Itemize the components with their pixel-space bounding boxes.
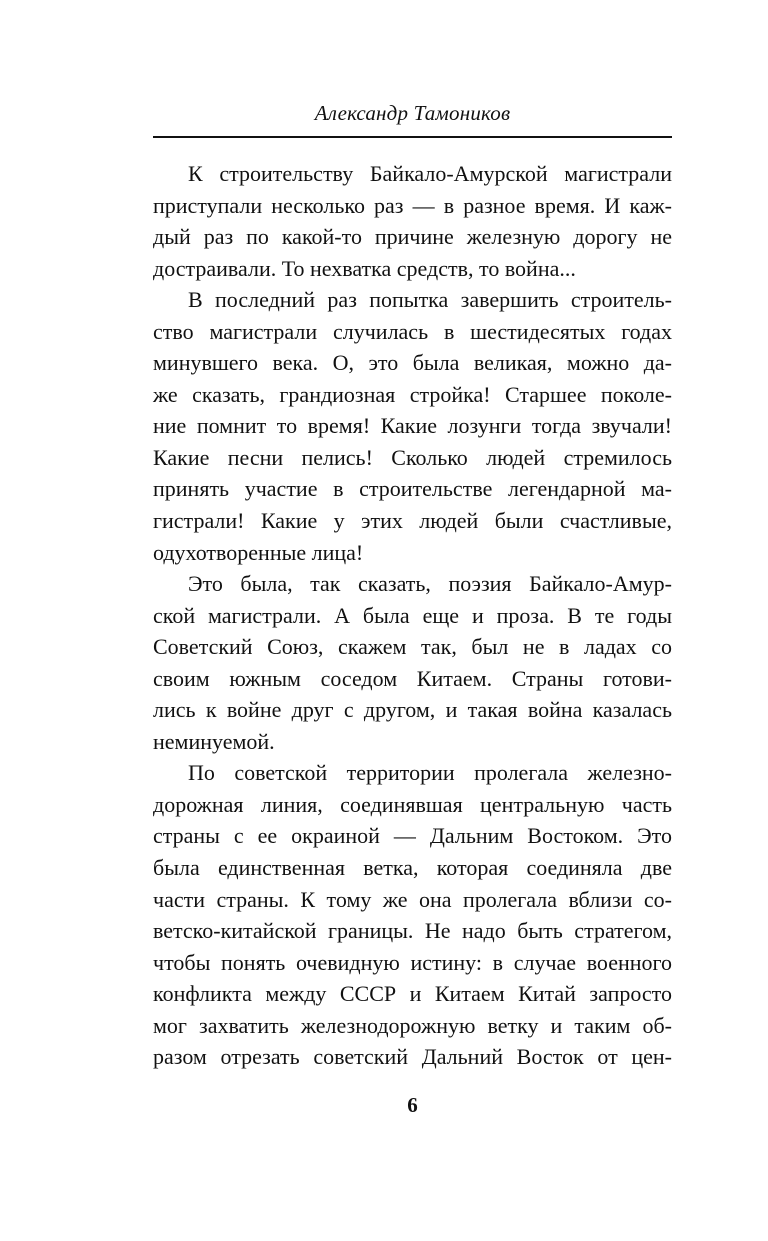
text-line: ской магистрали. А была еще и проза. В те годы (153, 602, 672, 628)
text-line: лись к войне друг с другом, и такая война казалась (153, 697, 672, 723)
header-rule (153, 136, 672, 138)
text-line: дый раз по какой-то причине железную дорогу не (153, 224, 672, 250)
text-line: разом отрезать советский Дальний Восток от цен- (153, 1044, 672, 1070)
text-line: дорожная линия, соединявшая центральную часть (153, 791, 672, 817)
text-line: конфликта между СССР и Китаем Китай запросто (153, 981, 672, 1007)
text-line: принять участие в строительстве легендарной ма- (153, 476, 672, 502)
text-line: неминуемой. (153, 728, 275, 754)
text-line: Советский Союз, скажем так, был не в ладах со (153, 634, 672, 660)
text-line: одухотворенные лица! (153, 539, 364, 565)
running-header-author: Александр Тамоников (314, 101, 511, 125)
text-line: ветско-китайской границы. Не надо быть стратегом, (153, 918, 672, 944)
text-line: В последний раз попытка завершить строитель- (188, 287, 672, 313)
text-line: Какие песни пелись! Сколько людей стремилось (153, 444, 672, 470)
text-line: своим южным соседом Китаем. Страны готови- (153, 665, 672, 691)
text-line: мог захватить железнодорожную ветку и таким об- (153, 1012, 672, 1038)
text-line: была единственная ветка, которая соединяла две (153, 855, 672, 881)
text-line: чтобы понять очевидную истину: в случае военного (153, 949, 672, 975)
text-line: минувшего века. О, это была великая, можно да- (153, 350, 672, 376)
text-line: достраивали. То нехватка средств, то война... (153, 255, 576, 281)
body-text (153, 158, 672, 1073)
text-line: же сказать, грандиозная стройка! Старшее поколе- (153, 381, 672, 407)
text-line: страны с ее окраиной — Дальним Востоком. Это (153, 823, 672, 849)
text-line: К строительству Байкало-Амурской магистрали (188, 161, 672, 186)
page-number: 6 (407, 1093, 418, 1117)
text-line: Это была, так сказать, поэзия Байкало-Амур- (188, 571, 672, 597)
text-line: ство магистрали случилась в шестидесятых годах (153, 318, 672, 344)
text-line: гистрали! Какие у этих людей были счастливые, (153, 508, 672, 534)
text-line: По советской территории пролегала железно- (188, 760, 672, 786)
text-line: части страны. К тому же она пролегала вблизи со- (153, 886, 672, 912)
text-line: ние помнит то время! Какие лозунги тогда звучали! (153, 413, 672, 439)
text-line: приступали несколько раз — в разное время. И каж- (153, 192, 672, 218)
